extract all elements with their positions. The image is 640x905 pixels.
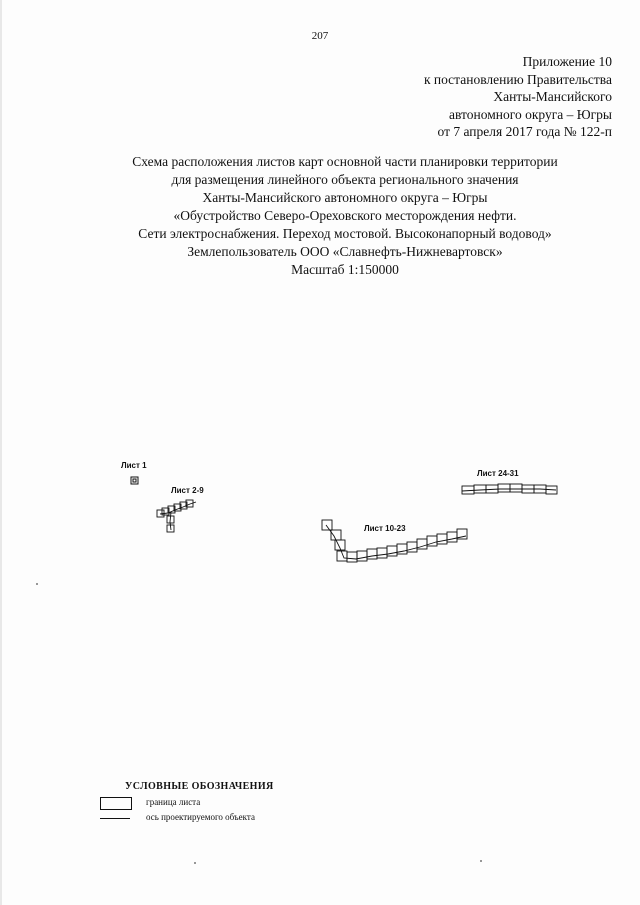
scan-speck xyxy=(480,860,482,862)
title-line: для размещения линейного объекта регионального значения xyxy=(171,172,519,187)
sheet-frame xyxy=(347,552,357,562)
appendix-line: к постановлению Правительства xyxy=(423,71,612,87)
sheet-frame xyxy=(331,530,341,540)
sheet-frame xyxy=(133,479,136,482)
legend-title: УСЛОВНЫЕ ОБОЗНАЧЕНИЯ xyxy=(125,781,274,792)
sheet-group-2-9 xyxy=(157,500,196,532)
title-line: Масштаб 1:150000 xyxy=(291,262,399,277)
sheet-frame xyxy=(407,542,417,552)
legend-item-label: граница листа xyxy=(146,797,201,807)
appendix-header xyxy=(424,53,612,141)
title-line: Сети электроснабжения. Переход мостовой. Высоконапорный водовод» xyxy=(138,226,552,241)
axis-line-symbol-icon xyxy=(100,818,130,819)
sheet-frame xyxy=(510,484,522,492)
scan-speck xyxy=(194,862,196,864)
sheet-frame xyxy=(357,551,367,561)
sheet-frame xyxy=(447,532,457,542)
sheet-frame xyxy=(131,477,138,484)
title-line: Ханты-Мансийского автономного округа – Югры xyxy=(202,190,488,205)
title-line: Схема расположения листов карт основной части планировки территории xyxy=(132,154,558,169)
label-sheets-10-23: Лист 10-23 xyxy=(364,524,406,533)
project-axis-line xyxy=(462,489,556,491)
appendix-line: Ханты-Мансийского xyxy=(493,89,612,104)
legend-item-label: ось проектируемого объекта xyxy=(146,812,255,822)
appendix-line: автономного округа – Югры xyxy=(449,106,612,122)
document-title xyxy=(40,153,640,279)
page-number: 207 xyxy=(311,30,329,42)
sheet-frame xyxy=(377,548,387,558)
label-sheets-2-9: Лист 2-9 xyxy=(171,486,204,495)
appendix-line: Приложение 10 xyxy=(522,54,612,69)
project-axis-line xyxy=(170,512,171,530)
title-line: Землепользователь ООО «Славнефть-Нижневартовск» xyxy=(187,244,503,259)
title-line: «Обустройство Северо-Ореховского месторождения нефти. xyxy=(173,208,517,223)
sheet-frame xyxy=(322,520,332,530)
sheet-group-24-31 xyxy=(462,484,557,494)
sheet-frame xyxy=(498,484,510,492)
sheet-group-1 xyxy=(131,477,138,484)
scan-speck xyxy=(36,583,38,585)
appendix-line: от 7 апреля 2017 года № 122-п xyxy=(437,124,612,139)
sheet-frame xyxy=(397,544,407,554)
sheet-frame xyxy=(367,549,377,559)
sheet-boundary-symbol-icon xyxy=(100,797,132,810)
sheet-frame xyxy=(387,546,397,556)
sheet-layout-map xyxy=(0,450,640,590)
label-sheet-1: Лист 1 xyxy=(121,461,147,470)
sheet-frame xyxy=(474,485,486,493)
label-sheets-24-31: Лист 24-31 xyxy=(477,469,519,478)
sheet-frame xyxy=(437,534,447,544)
